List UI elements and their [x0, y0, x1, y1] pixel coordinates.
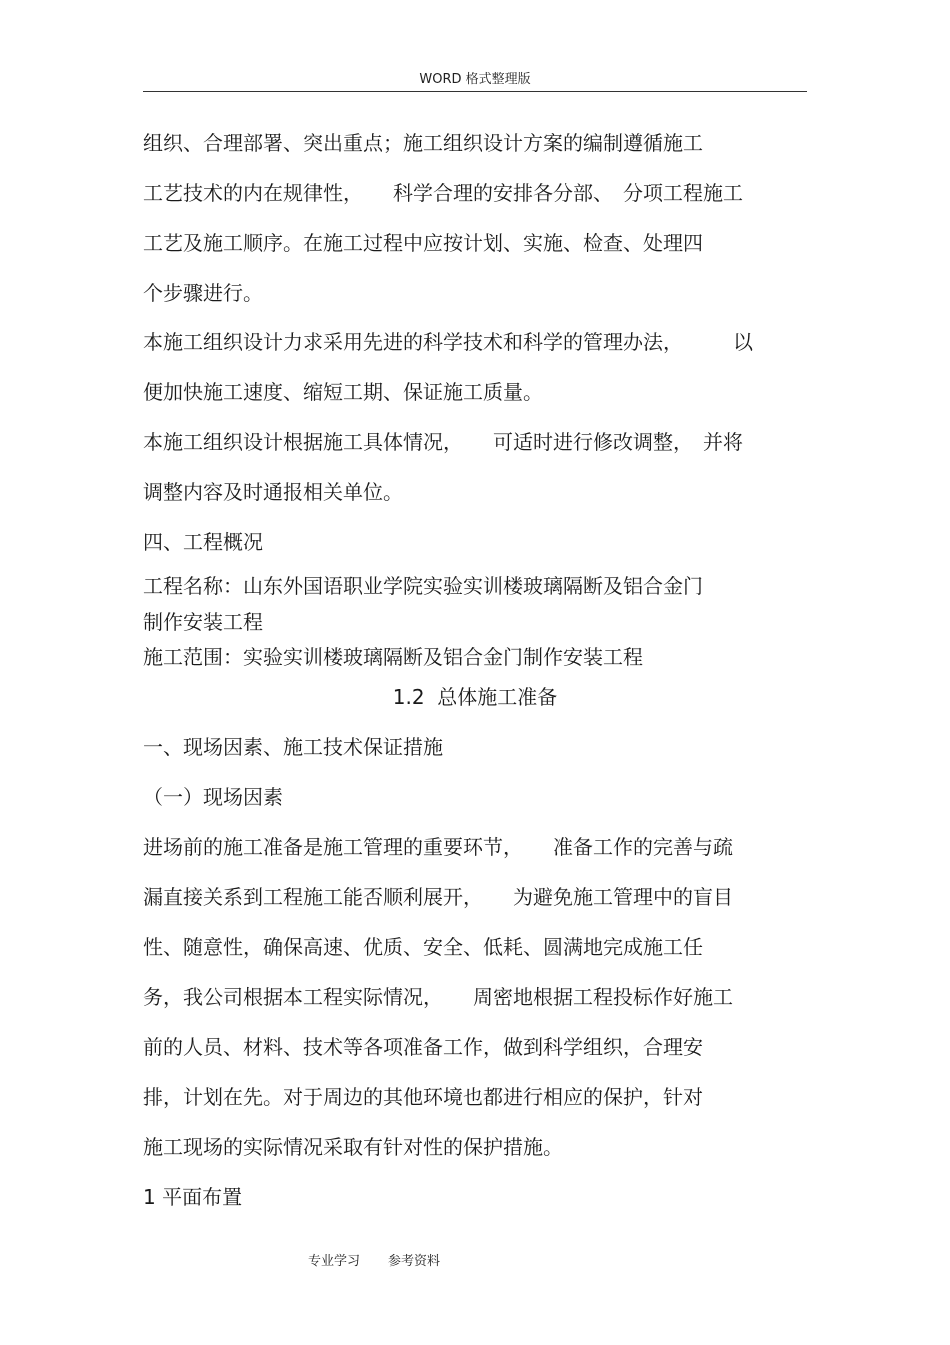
paragraph-line: 工艺技术的内在规律性， 科学合理的安排各分部、 分项工程施工	[143, 181, 743, 205]
paragraph-line: 进场前的施工准备是施工管理的重要环节， 准备工作的完善与疏	[143, 835, 733, 859]
paragraph-line: 务，我公司根据本工程实际情况， 周密地根据工程投标作好施工	[143, 985, 733, 1009]
project-name-line: 工程名称：山东外国语职业学院实验实训楼玻璃隔断及铝合金门	[143, 574, 703, 598]
page-header: WORD 格式整理版	[419, 72, 531, 87]
paragraph-line: 便加快施工速度、缩短工期、保证施工质量。	[143, 380, 543, 404]
paragraph-line: 本施工组织设计力求采用先进的科学技术和科学的管理办法， 以	[143, 330, 753, 354]
footer-right: 参考资料	[388, 1254, 441, 1269]
paragraph-line: 工艺及施工顺序。在施工过程中应按计划、实施、检查、处理四	[143, 231, 703, 255]
paragraph-line: 个步骤进行。	[143, 281, 263, 305]
section-heading: 一、现场因素、施工技术保证措施	[143, 735, 443, 759]
paragraph-line: 施工现场的实际情况采取有针对性的保护措施。	[143, 1135, 563, 1159]
construction-scope-line: 施工范围：实验实训楼玻璃隔断及铝合金门制作安装工程	[143, 645, 643, 669]
paragraph-line: 排，计划在先。对于周边的其他环境也都进行相应的保护，针对	[143, 1085, 703, 1109]
project-name-line: 制作安装工程	[143, 610, 263, 634]
subsection-heading: （一）现场因素	[143, 785, 283, 809]
chapter-heading: 1.2 总体施工准备	[392, 685, 558, 709]
paragraph-line: 前的人员、材料、技术等各项准备工作，做到科学组织，合理安	[143, 1035, 703, 1059]
paragraph-line: 漏直接关系到工程施工能否顺利展开， 为避免施工管理中的盲目	[143, 885, 733, 909]
paragraph-line: 调整内容及时通报相关单位。	[143, 480, 403, 504]
header-divider	[143, 91, 807, 92]
section-heading: 四、工程概况	[143, 530, 263, 554]
footer-left: 专业学习	[308, 1254, 361, 1269]
paragraph-line: 组织、合理部署、突出重点；施工组织设计方案的编制遵循施工	[143, 131, 703, 155]
paragraph-line: 本施工组织设计根据施工具体情况， 可适时进行修改调整， 并将	[143, 430, 743, 454]
subsection-heading: 1 平面布置	[143, 1185, 243, 1209]
paragraph-line: 性、随意性，确保高速、优质、安全、低耗、圆满地完成施工任	[143, 935, 703, 959]
